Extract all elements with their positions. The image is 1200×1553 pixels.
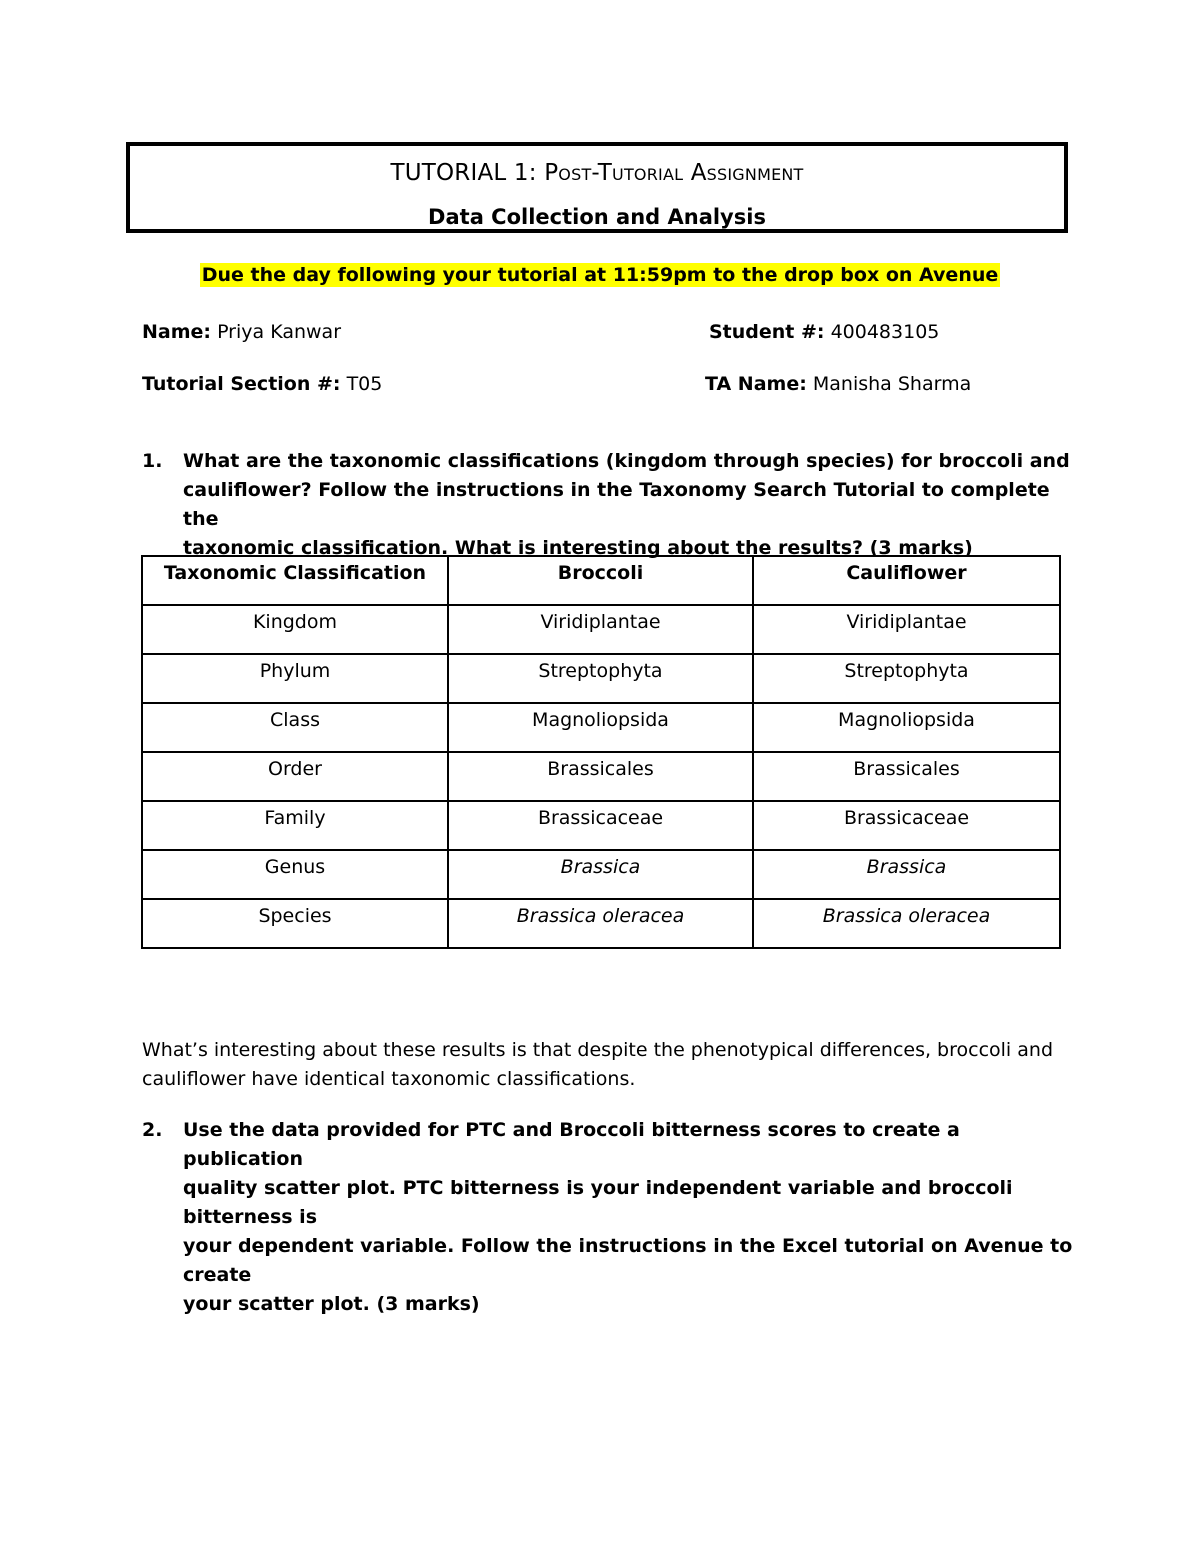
cauliflower-cell: Brassicales	[753, 752, 1060, 801]
question-1-line: cauliflower? Follow the instructions in the Taxonomy Search Tutorial to complete the	[183, 479, 1050, 530]
broccoli-cell: Brassica	[448, 850, 753, 899]
broccoli-cell: Brassicaceae	[448, 801, 753, 850]
table-row	[142, 850, 1060, 899]
student-number-value: 400483105	[830, 321, 940, 343]
cauliflower-cell: Brassicaceae	[753, 801, 1060, 850]
question-1-number: 1.	[142, 450, 163, 472]
rank-cell: Order	[142, 752, 448, 801]
page-title-smallcaps: Post-Tutorial Assignment	[544, 160, 804, 186]
due-notice	[0, 264, 1200, 286]
page-title	[130, 160, 1064, 186]
table-row	[142, 899, 1060, 948]
question-1	[142, 447, 1072, 559]
tutorial-section-label: Tutorial Section #:	[142, 373, 341, 395]
ta-name-value: Manisha Sharma	[812, 373, 972, 395]
page-title-main: TUTORIAL 1:	[390, 160, 545, 186]
due-notice-text: Due the day following your tutorial at 11:59pm to the drop box on Avenue	[201, 264, 999, 286]
question-2-line: quality scatter plot. PTC bitterness is your independent variable and broccoli bitterness is	[183, 1177, 1013, 1228]
student-number-label: Student #:	[709, 321, 825, 343]
cauliflower-cell: Streptophyta	[753, 654, 1060, 703]
rank-cell: Phylum	[142, 654, 448, 703]
broccoli-cell: Viridiplantae	[448, 605, 753, 654]
broccoli-cell: Streptophyta	[448, 654, 753, 703]
rank-cell: Class	[142, 703, 448, 752]
table-row	[142, 801, 1060, 850]
cauliflower-cell: Brassica	[753, 850, 1060, 899]
table-header-row	[142, 556, 1060, 605]
question-2-line: your scatter plot. (3 marks)	[183, 1293, 480, 1315]
name-value: Priya Kanwar	[217, 321, 342, 343]
title-box	[126, 142, 1068, 233]
page-subtitle: Data Collection and Analysis	[428, 205, 766, 229]
ta-name-field	[705, 373, 971, 395]
header-classification: Taxonomic Classification	[142, 556, 448, 605]
question-2-text	[183, 1116, 1082, 1319]
tutorial-section-field	[142, 373, 382, 395]
table-row	[142, 605, 1060, 654]
rank-cell: Genus	[142, 850, 448, 899]
table-row	[142, 654, 1060, 703]
rank-cell: Kingdom	[142, 605, 448, 654]
broccoli-cell: Brassicales	[448, 752, 753, 801]
question-1-line: What are the taxonomic classifications (kingdom through species) for broccoli and	[183, 450, 1070, 472]
question-1-text	[183, 447, 1072, 563]
broccoli-cell: Magnoliopsida	[448, 703, 753, 752]
broccoli-cell: Brassica oleracea	[448, 899, 753, 948]
answer-1-line: cauliflower have identical taxonomic classifications.	[142, 1068, 636, 1090]
question-2-line: your dependent variable. Follow the instructions in the Excel tutorial on Avenue to create	[183, 1235, 1073, 1286]
question-2	[142, 1116, 1082, 1315]
cauliflower-cell: Magnoliopsida	[753, 703, 1060, 752]
question-1-line: taxonomic classification. What is interesting about the results? (3 marks)	[183, 537, 973, 559]
answer-1-line: What’s interesting about these results is that despite the phenotypical differences, broccoli and	[142, 1039, 1053, 1061]
question-2-line: Use the data provided for PTC and Broccoli bitterness scores to create a publication	[183, 1119, 960, 1170]
cauliflower-cell: Brassica oleracea	[753, 899, 1060, 948]
table-row	[142, 703, 1060, 752]
table-row	[142, 752, 1060, 801]
cauliflower-cell: Viridiplantae	[753, 605, 1060, 654]
question-2-number: 2.	[142, 1119, 163, 1141]
ta-name-label: TA Name:	[705, 373, 807, 395]
tutorial-section-value: T05	[346, 373, 383, 395]
name-label: Name:	[142, 321, 212, 343]
name-field	[142, 321, 341, 343]
header-cauliflower: Cauliflower	[753, 556, 1060, 605]
answer-1-paragraph	[142, 1036, 1072, 1094]
student-number-field	[709, 321, 939, 343]
rank-cell: Species	[142, 899, 448, 948]
header-broccoli: Broccoli	[448, 556, 753, 605]
taxonomy-table	[141, 555, 1061, 949]
rank-cell: Family	[142, 801, 448, 850]
